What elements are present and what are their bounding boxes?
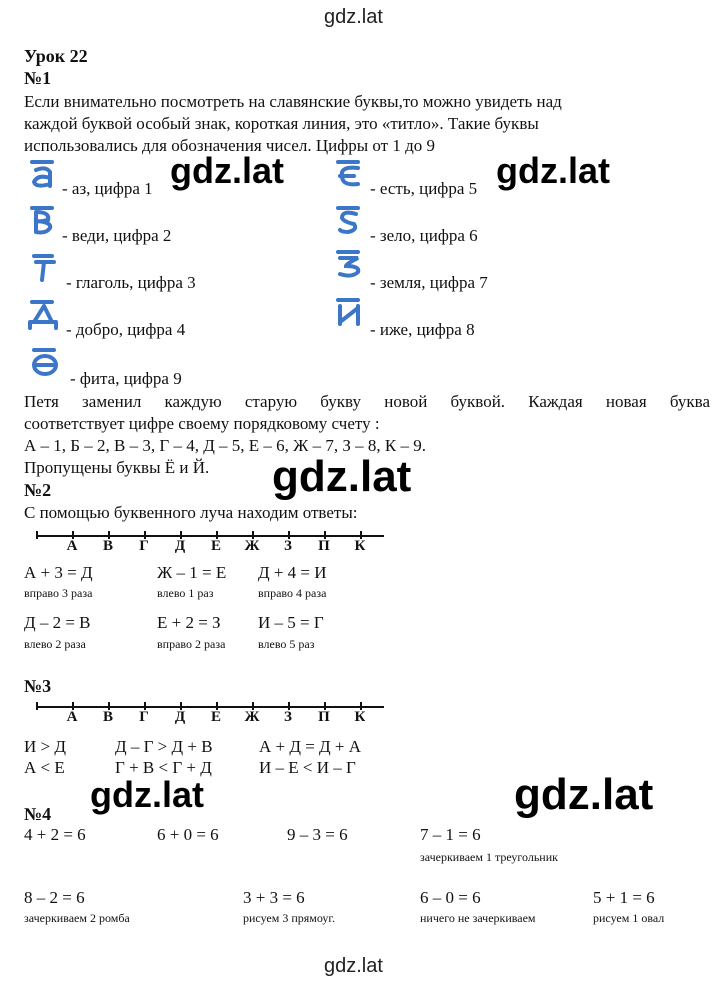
ray-label: В: [102, 709, 114, 725]
ray-label: Ж: [244, 538, 260, 554]
watermark: gdz.lat: [170, 150, 284, 191]
equation-note: вправо 4 раза: [258, 586, 327, 600]
watermark: gdz.lat: [90, 774, 204, 815]
ray-label: Г: [139, 538, 149, 554]
comparison: И – Е < И – Г: [259, 758, 356, 777]
old-slavonic-fita-icon: [28, 346, 62, 378]
task4-note: рисуем 1 овал: [593, 911, 665, 925]
letter-ray: [36, 706, 384, 728]
equation-note: влево 5 раз: [258, 637, 315, 651]
task1-intro-line3: использовались для обозначения чисел. Цифры от 1 до 9: [24, 136, 435, 155]
letter-ray: [36, 535, 384, 557]
letter-dobro-text: - добро, цифра 4: [66, 320, 186, 339]
old-slavonic-az-icon: [26, 158, 60, 190]
task1-number: №1: [24, 68, 52, 88]
ray-label: З: [284, 538, 292, 554]
comparison: И > Д: [24, 737, 66, 756]
task1-para2: соответствует цифре своему порядковому счету :: [24, 414, 380, 433]
letter-est-text: - есть, цифра 5: [370, 179, 478, 198]
ray-label: А: [66, 538, 78, 554]
task4-equation: 6 + 0 = 6: [157, 825, 219, 844]
task4-equation: 3 + 3 = 6: [243, 888, 305, 907]
task3-number: №3: [24, 676, 52, 696]
task4-equation: 6 – 0 = 6: [420, 888, 481, 907]
task1-mapping: А – 1, Б – 2, В – 3, Г – 4, Д – 5, Е – 6, Ж – 7, З – 8, К – 9.: [24, 436, 427, 455]
ray-label: К: [354, 709, 366, 725]
watermark: gdz.lat: [324, 955, 383, 977]
lesson-title: Урок 22: [24, 46, 88, 66]
task1-intro-line1: Если внимательно посмотреть на славянские буквы,то можно увидеть над: [24, 92, 562, 111]
watermark: gdz.lat: [324, 6, 383, 28]
ray-label: Ж: [244, 709, 260, 725]
letter-fita-text: - фита, цифра 9: [70, 369, 182, 388]
equation-note: влево 1 раз: [157, 586, 214, 600]
task4-note: ничего не зачеркиваем: [420, 911, 536, 925]
equation: А + 3 = Д: [24, 563, 93, 582]
comparison: Г + В < Г + Д: [115, 758, 212, 777]
equation-note: вправо 3 раза: [24, 586, 93, 600]
equation: И – 5 = Г: [258, 613, 324, 632]
old-slavonic-zelo-icon: [332, 204, 366, 236]
task4-note: зачеркиваем 2 ромба: [24, 911, 130, 925]
letter-az-text: - аз, цифра 1: [62, 179, 153, 198]
task1-para1: Петя заменил каждую старую букву новой буквой. Каждая новая буква: [24, 392, 710, 411]
letter-vedi-text: - веди, цифра 2: [62, 226, 172, 245]
equation: Д – 2 = В: [24, 613, 91, 632]
ray-label: К: [354, 538, 366, 554]
equation: Ж – 1 = Е: [157, 563, 227, 582]
task1-missing: Пропущены буквы Ё и Й.: [24, 458, 210, 477]
letter-zelo-text: - зело, цифра 6: [370, 226, 478, 245]
old-slavonic-dobro-icon: [26, 298, 60, 330]
ray-label: Г: [139, 709, 149, 725]
task4-equation: 4 + 2 = 6: [24, 825, 86, 844]
ray-label: Е: [210, 709, 222, 725]
comparison: А + Д = Д + А: [259, 737, 362, 756]
old-slavonic-izhe-icon: [332, 296, 366, 328]
watermark: gdz.lat: [272, 452, 412, 501]
task4-note: рисуем 3 прямоуг.: [243, 911, 335, 925]
old-slavonic-zemlya-icon: [332, 248, 366, 280]
task4-equation: 9 – 3 = 6: [287, 825, 348, 844]
ray-label: В: [102, 538, 114, 554]
old-slavonic-est-icon: [332, 158, 366, 190]
task4-equation: 5 + 1 = 6: [593, 888, 655, 907]
equation: Е + 2 = З: [157, 613, 221, 632]
ray-label: Е: [210, 538, 222, 554]
letter-glagol-text: - глаголь, цифра 3: [66, 273, 196, 292]
ray-label: З: [284, 709, 292, 725]
task4-number: №4: [24, 804, 52, 824]
task4-note: зачеркиваем 1 треугольник: [420, 850, 558, 864]
ray-label: Д: [174, 709, 186, 725]
task2-number: №2: [24, 480, 52, 500]
ray-label: П: [318, 538, 330, 554]
equation-note: вправо 2 раза: [157, 637, 226, 651]
ray-label: П: [318, 709, 330, 725]
letter-izhe-text: - иже, цифра 8: [370, 320, 475, 339]
equation: Д + 4 = И: [258, 563, 327, 582]
task4-equation: 7 – 1 = 6: [420, 825, 481, 844]
task4-equation: 8 – 2 = 6: [24, 888, 85, 907]
equation-note: влево 2 раза: [24, 637, 86, 651]
letter-zemlya-text: - земля, цифра 7: [370, 273, 488, 292]
ray-label: А: [66, 709, 78, 725]
comparison: А < Е: [24, 758, 65, 777]
task2-intro: С помощью буквенного луча находим ответы:: [24, 503, 358, 522]
task1-intro-line2: каждой буквой особый знак, короткая линия, это «титло». Такие буквы: [24, 114, 539, 133]
watermark: gdz.lat: [496, 150, 610, 191]
old-slavonic-vedi-icon: [26, 204, 60, 236]
comparison: Д – Г > Д + В: [115, 737, 213, 756]
watermark: gdz.lat: [514, 770, 654, 819]
ray-label: Д: [174, 538, 186, 554]
old-slavonic-glagol-icon: [26, 252, 60, 284]
